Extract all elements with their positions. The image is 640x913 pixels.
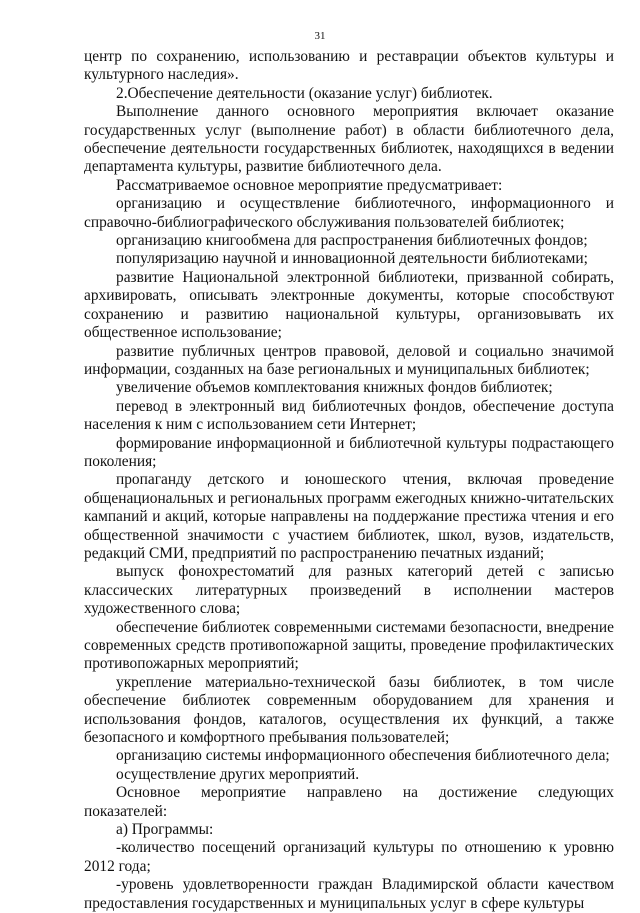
list-item: развитие публичных центров правовой, деловой и социально значимой информации, созданных на базе региональных и муниципальных библиотек; [84, 342, 614, 378]
list-item: увеличение объемов комплектования книжных фондов библиотек; [116, 379, 553, 397]
subheading: а) Программы: [116, 821, 214, 839]
list-item: организацию книгообмена для распространения библиотечных фондов; [116, 232, 588, 250]
list-item: формирование информационной и библиотечной культуры подрастающего поколения; [84, 434, 614, 470]
list-item: развитие Национальной электронной библиотеки, призванной собирать, архивировать, описывать электронные документы, которые способствуют сохранению и развитию национальной культуры, организовывать их общественное использование; [84, 268, 614, 342]
page-number: 31 [314, 30, 326, 42]
paragraph: Рассматриваемое основное мероприятие предусматривает: [116, 176, 503, 194]
indicator-item: -уровень удовлетворенности граждан Владимирской области качеством предоставления государственных и муниципальных услуг в сфере культуры [84, 876, 614, 912]
paragraph: Основное мероприятие направлено на достижение следующих показателей: [84, 784, 614, 820]
section-heading: 2.Обеспечение деятельности (оказание услуг) библиотек. [116, 84, 493, 102]
paragraph: Выполнение данного основного мероприятия включает оказание государственных услуг (выполнение работ) в области библиотечного дела, обеспечение деятельности государственных библиотек, находящихся в ведении департамента культуры, развитие библиотечного дела. [84, 103, 614, 176]
list-item: популяризацию научной и инновационной деятельности библиотеками; [116, 250, 588, 268]
paragraph-continuation: центр по сохранению, использованию и реставрации объектов культуры и культурного наследия». [84, 48, 614, 84]
document-body [84, 48, 614, 913]
list-item: укрепление материально-технической базы библиотек, в том числе обеспечение библиотек современным оборудованием для хранения и использования фондов, каталогов, осуществления их функций, а также безопасного и комфортного пребывания пользователей; [84, 673, 614, 747]
list-item: организацию и осуществление библиотечного, информационного и справочно-библиографического обслуживания пользователей библиотек; [84, 195, 614, 231]
list-item: выпуск фонохрестоматий для разных категорий детей с записью классических литературных произведений в исполнении мастеров художественного слова; [84, 563, 614, 618]
list-item: обеспечение библиотек современными системами безопасности, внедрение современных средств противопожарной защиты, проведение профилактических противопожарных мероприятий; [84, 618, 614, 673]
list-item: пропаганду детского и юношеского чтения, включая проведение общенациональных и региональных программ ежегодных книжно-читательских кампаний и акций, которые направлены на поддержание престижа чтения и его общественной значимости с участием библиотек, школ, вузов, издательств, редакций СМИ, предприятий по распространению печатных изданий; [84, 471, 614, 562]
list-item: осуществление других мероприятий. [116, 765, 360, 783]
indicator-item: -количество посещений организаций культуры по отношению к уровню 2012 года; [84, 839, 614, 875]
list-item: организацию системы информационного обеспечения библиотечного дела; [116, 747, 610, 765]
list-item: перевод в электронный вид библиотечных фондов, обеспечение доступа населения к ним с использованием сети Интернет; [84, 397, 614, 434]
